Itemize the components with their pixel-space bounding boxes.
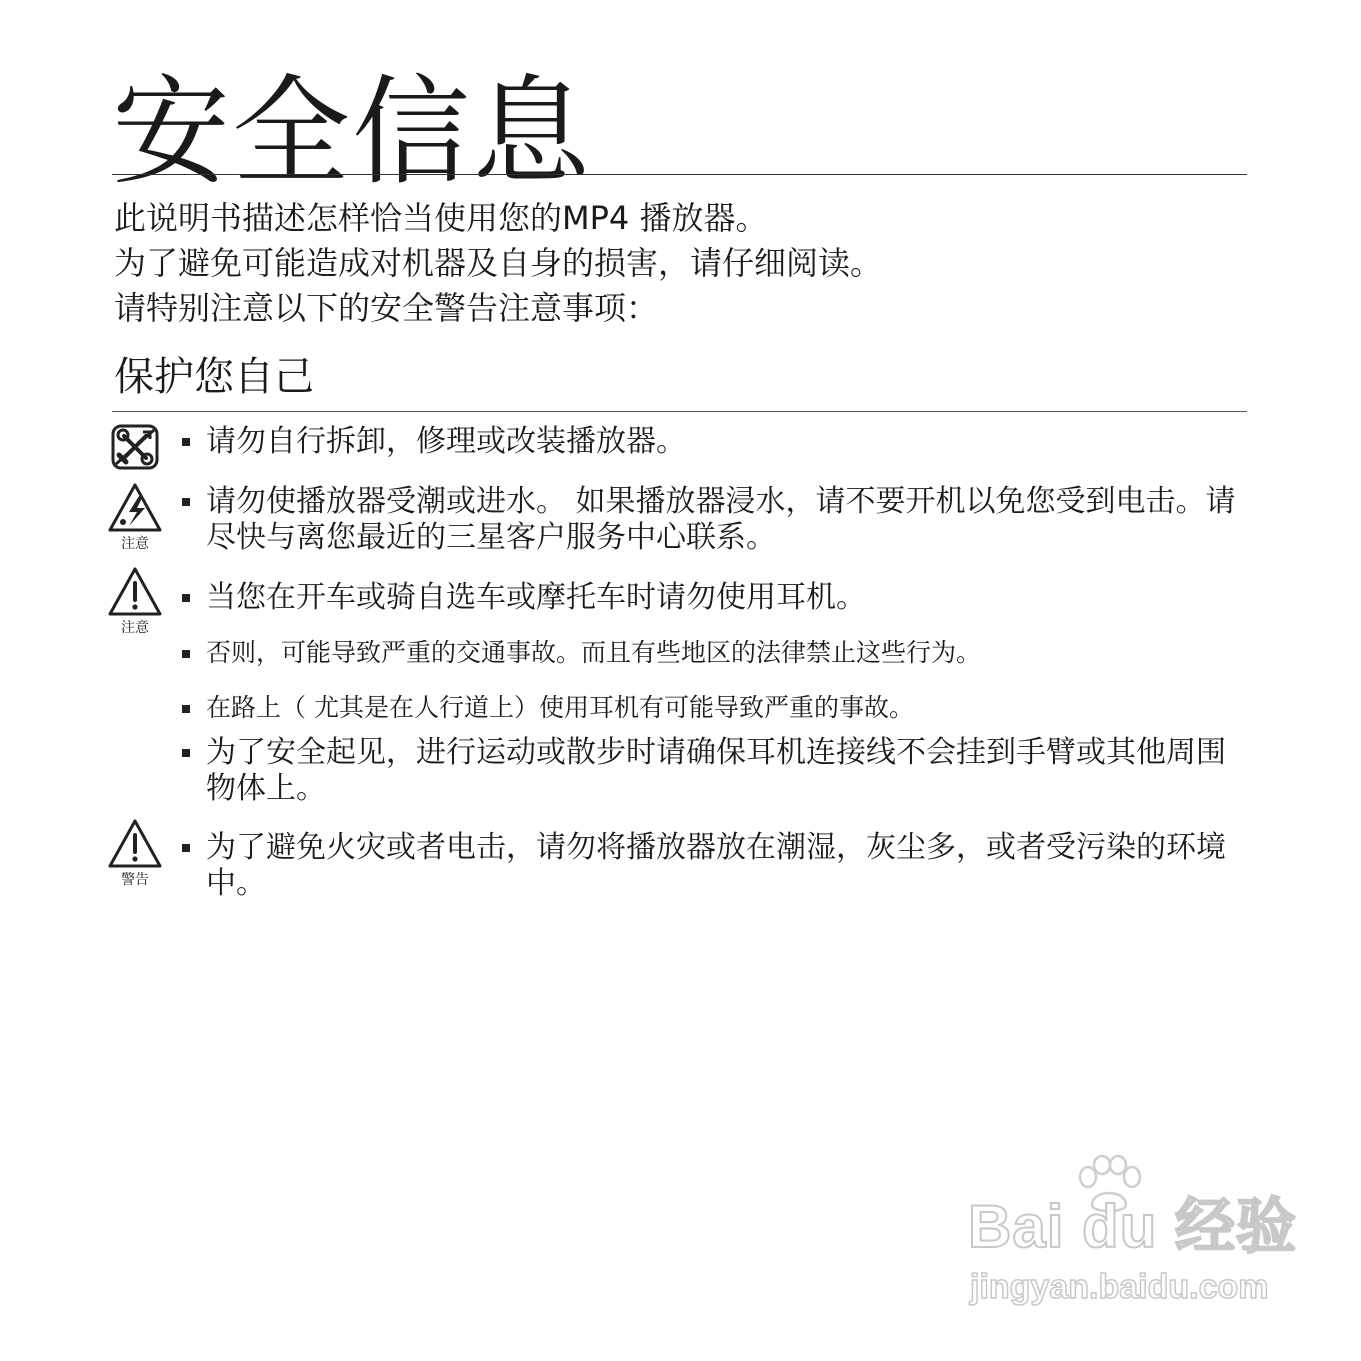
- list-item-text: 请勿使播放器受潮或进水。 如果播放器浸水，请不要开机以免您受到电击。请尽快与离您最近的三星客户服务中心联系。: [206, 484, 1236, 555]
- page-title: 安全信息: [112, 63, 593, 201]
- list-item: [182, 638, 1248, 668]
- list-item: [182, 830, 1248, 902]
- title-divider: [112, 174, 1247, 175]
- list-item-text: 当您在开车或骑自选车或摩托车时请勿使用耳机。: [206, 580, 866, 615]
- bullet-square: [182, 438, 190, 446]
- electric-shock-warning-icon: [107, 482, 163, 552]
- list-item-text: 请勿自行拆卸，修理或改装播放器。: [206, 424, 686, 459]
- bullet-square: [182, 749, 190, 757]
- bullet-square: [182, 498, 190, 506]
- icon-caption: 注意: [121, 536, 149, 552]
- list-item-text: 否则，可能导致严重的交通事故。而且有些地区的法律禁止这些行为。: [206, 638, 982, 667]
- watermark-url: jingyan.baidu.com: [970, 1268, 1269, 1306]
- icon-caption: 注意: [121, 620, 149, 636]
- list-item-text: 为了避免火灾或者电击，请勿将播放器放在潮湿，灰尘多，或者受污染的环境中。: [206, 830, 1226, 901]
- intro-paragraph: [114, 196, 882, 331]
- bullet-square: [182, 705, 190, 713]
- bullet-square: [182, 844, 190, 852]
- bullet-square: [182, 650, 190, 658]
- bullet-square: [182, 594, 190, 602]
- section-divider: [112, 411, 1247, 412]
- intro-line: 请特别注意以下的安全警告注意事项：: [114, 289, 659, 327]
- list-item: [182, 484, 1248, 556]
- list-item: [182, 735, 1248, 807]
- section-title: 保护您自己: [114, 354, 314, 400]
- warning-triangle-icon: [107, 818, 163, 888]
- list-item-text: 为了安全起见，进行运动或散步时请确保耳机连接线不会挂到手臂或其他周围物体上。: [206, 735, 1226, 806]
- list-item: [182, 424, 1248, 460]
- intro-line: 此说明书描述怎样恰当使用您的MP4 播放器。: [114, 199, 768, 237]
- list-item: [182, 693, 1248, 723]
- list-item: [182, 580, 1248, 616]
- list-item-text: 在路上（ 尤其是在人行道上）使用耳机有可能导致严重的事故。: [206, 693, 914, 722]
- watermark-brand: Bai du 经验: [968, 1193, 1298, 1260]
- baidu-watermark: [968, 1155, 1298, 1315]
- caution-triangle-icon: [107, 566, 163, 636]
- icon-caption: 警告: [121, 872, 149, 888]
- no-disassemble-icon: [110, 424, 166, 472]
- intro-line: 为了避免可能造成对机器及自身的损害，请仔细阅读。: [114, 244, 883, 282]
